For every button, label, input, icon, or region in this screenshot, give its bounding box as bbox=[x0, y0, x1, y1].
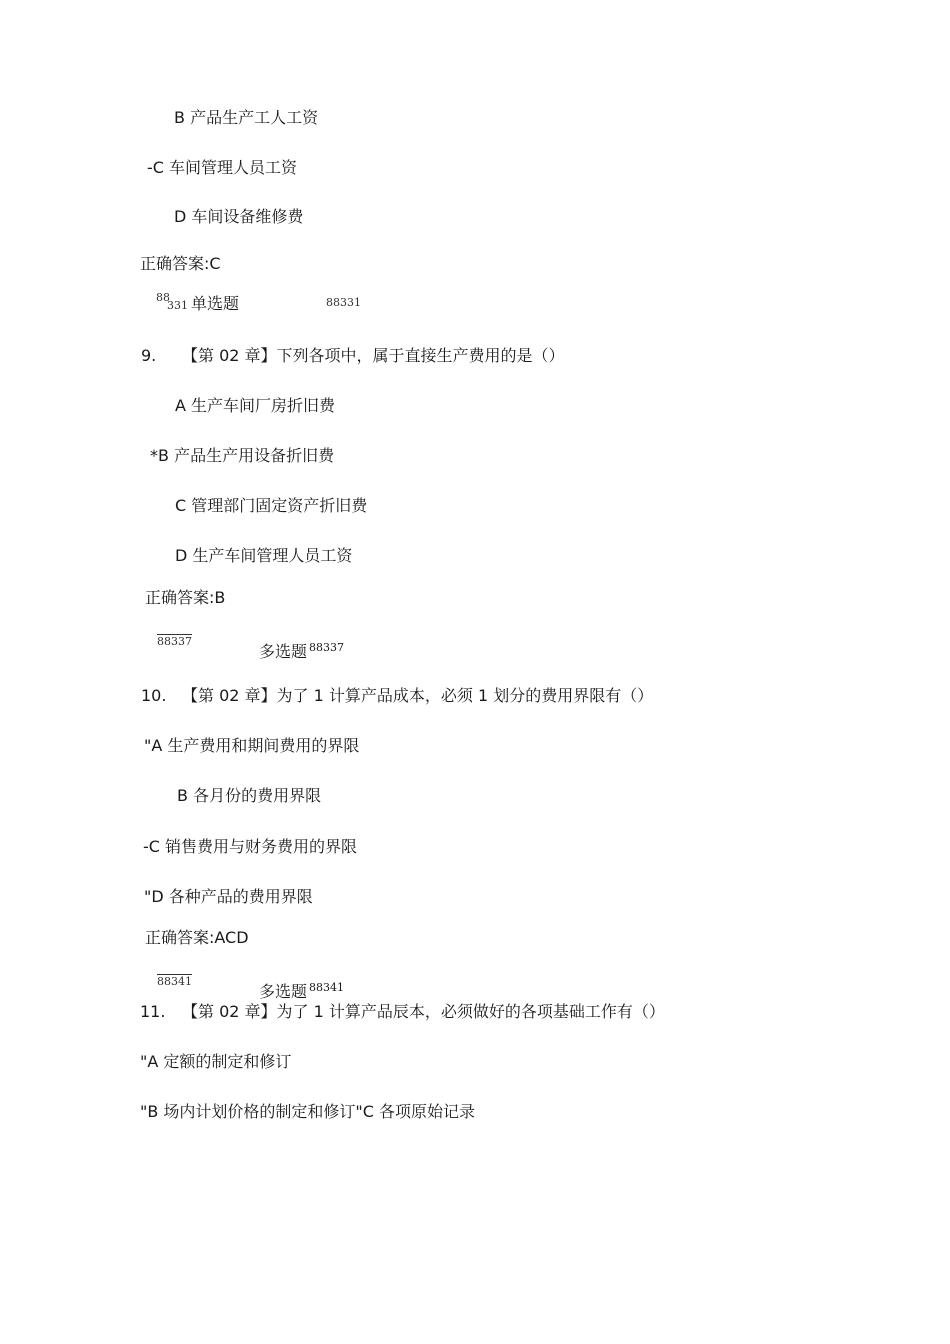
q8-option-d: D 车间设备维修费 bbox=[174, 207, 304, 226]
q11-type-text: 多选题 bbox=[259, 982, 308, 1001]
q8-option-b: B 产品生产工人工资 bbox=[174, 108, 319, 127]
q9-code-top: 88 bbox=[156, 291, 170, 304]
q8-answer: 正确答案:C bbox=[140, 254, 221, 273]
q11-code-sup: 88341 bbox=[309, 981, 345, 994]
q10-number: 10. bbox=[141, 686, 167, 705]
q10-option-c: -C 销售费用与财务费用的界限 bbox=[143, 837, 358, 856]
q9-code-bottom: 331 bbox=[167, 299, 188, 312]
q11-code-left: 88341 bbox=[157, 975, 192, 988]
q9-option-a: A 生产车间厂房折旧费 bbox=[175, 396, 336, 415]
q10-option-d: "D 各种产品的费用界限 bbox=[144, 887, 313, 906]
q10-question-type bbox=[259, 638, 344, 662]
q9-code-right: 88331 bbox=[326, 296, 361, 309]
q11-option-a: "A 定额的制定和修订 bbox=[140, 1052, 292, 1071]
q9-question-type: 单选题 bbox=[191, 294, 240, 313]
q9-option-c: C 管理部门固定资产折旧费 bbox=[175, 496, 368, 515]
q11-number: 11. bbox=[140, 1002, 166, 1021]
q9-option-b: *B 产品生产用设备折旧费 bbox=[150, 446, 335, 465]
q9-stem: 【第 02 章】下列各项中，属于直接生产费用的是（） bbox=[182, 346, 565, 365]
q10-option-a: "A 生产费用和期间费用的界限 bbox=[144, 736, 360, 755]
q10-code-sup: 88337 bbox=[309, 641, 345, 654]
q10-option-b: B 各月份的费用界限 bbox=[177, 786, 322, 805]
q11-option-bc: "B 场内计划价格的制定和修订"C 各项原始记录 bbox=[140, 1102, 476, 1121]
q9-answer: 正确答案:B bbox=[145, 588, 226, 607]
q10-code-left: 88337 bbox=[157, 635, 192, 648]
q10-answer: 正确答案:ACD bbox=[145, 928, 249, 947]
q9-option-d: D 生产车间管理人员工资 bbox=[175, 546, 353, 565]
q10-type-text: 多选题 bbox=[259, 642, 308, 661]
q10-stem: 【第 02 章】为了 1 计算产品成本，必须 1 划分的费用界限有（） bbox=[182, 686, 654, 705]
q9-number: 9. bbox=[141, 346, 157, 365]
q8-option-c: -C 车间管理人员工资 bbox=[147, 158, 298, 177]
q11-stem: 【第 02 章】为了 1 计算产品辰本，必须做好的各项基础工作有（） bbox=[182, 1002, 665, 1021]
q11-question-type bbox=[259, 978, 344, 1002]
